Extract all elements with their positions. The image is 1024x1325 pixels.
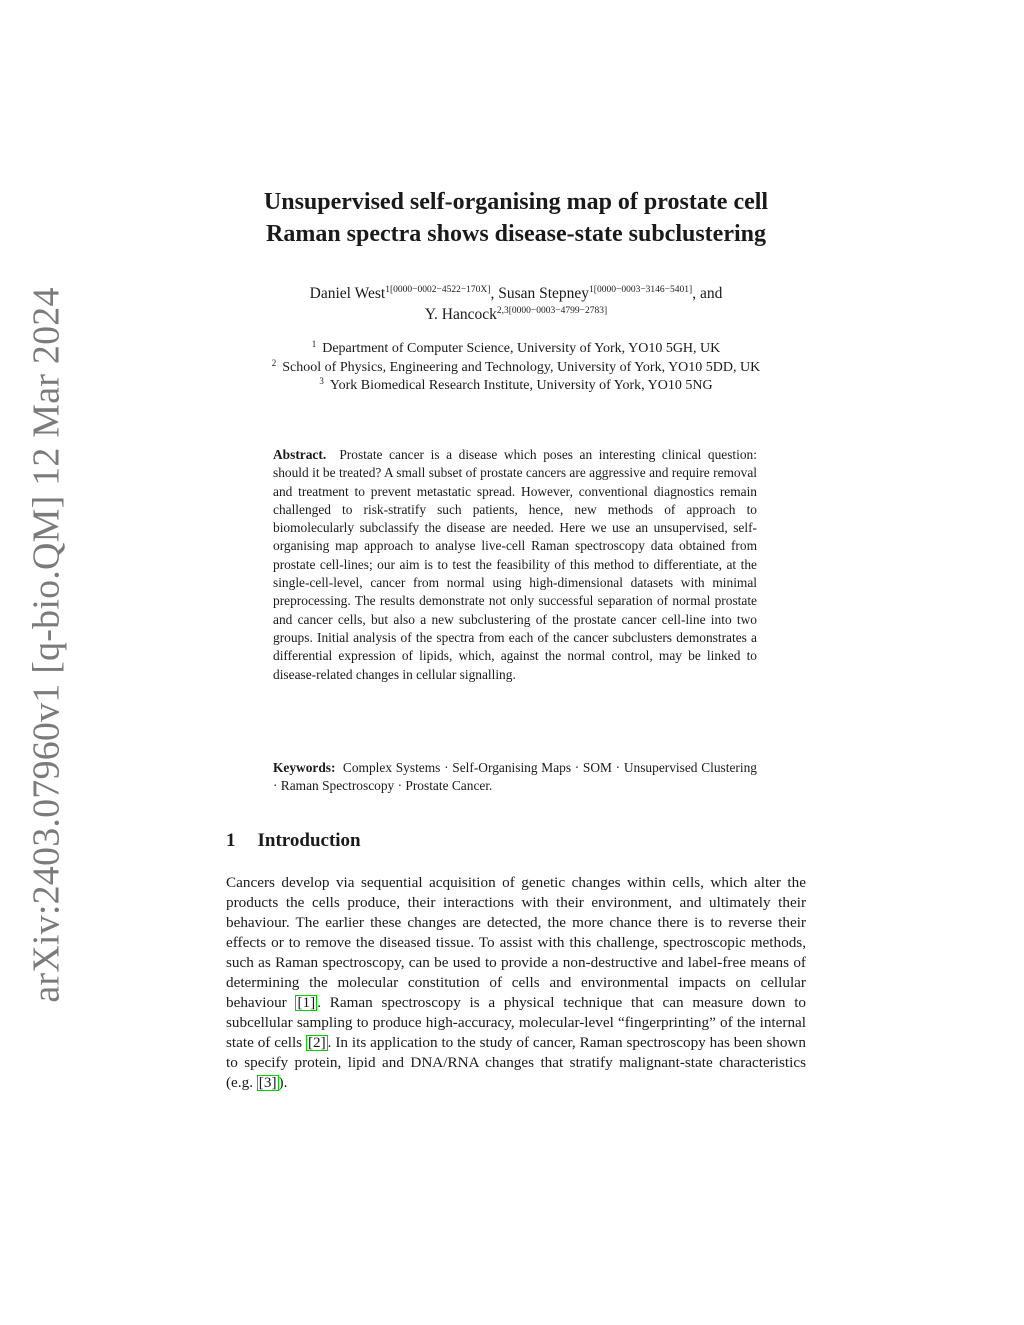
section-heading — [226, 829, 361, 853]
affiliation-item — [226, 359, 806, 378]
arxiv-identifier-stamp — [22, 287, 72, 1003]
abstract-text: Prostate cancer is a disease which poses an interesting clinical question: should it be treated? A small subset of prostate cancers are aggressive and require removal and treatment to prevent metastatic spread. However, conventional diagnostics remain challenged to risk-stratify such patients, hence, new methods of approach to biomolecularly subclassify the disease are needed. Here we use an unsupervised, self-organising map approach to analyse live-cell Raman spectroscopy data obtained from prostate cell-lines; our aim is to test the feasibility of this method to differentiate, at the single-cell-level, cancer from normal using high-dimensional datasets with minimal preprocessing. The results demonstrate not only successful separation of normal prostate and cancer cells, but also a new subclustering of the prostate cancer cell-line into two groups. Initial analysis of the spectra from each of the cancer subclusters demonstrates a differential expression of lipids, which, against the normal control, may be linked to disease-related changes in cellular signalling. — [273, 447, 757, 682]
affiliation-item — [226, 340, 806, 359]
author-affiliation-marker: 1[0000−0002−4522−170X] — [385, 285, 491, 295]
introduction-text: Cancers develop via sequential acquisition of genetic changes within cells, which alter the products the cells produce, their interactions with their environment, and ultimately their behaviour. The earlier these changes are detected, the more chance there is to reverse their effects or to remove the diseased tissue. To assist with this challenge, spectroscopic methods, such as Raman spectroscopy, can be used to provide a non-destructive and label-free means of determining the molecular constitution of cells and environmental impacts on cellular behaviour — [226, 874, 806, 1011]
introduction-text: . Raman spectroscopy is a physical technique that can measure down to subcellular sampling to produce high-accuracy, molecular-level “fingerprinting” of the internal state of cells — [226, 994, 807, 1051]
section-number: 1 — [226, 830, 236, 851]
author-name: Y. Hancock — [424, 306, 497, 323]
paper-title — [226, 186, 806, 250]
keywords-text: Complex Systems · Self-Organising Maps · SOM · Unsupervised Clustering · Raman Spectroscopy · Prostate Cancer. — [273, 760, 757, 794]
arxiv-identifier-text: arXiv:2403.07960v1 [q-bio.QM] 12 Mar 2024 — [26, 287, 68, 1003]
citation-link[interactable]: [2] — [307, 1034, 326, 1051]
citation-link[interactable]: [1] — [297, 994, 316, 1011]
paper-title-line-2: Raman spectra shows disease-state subclustering — [266, 221, 766, 247]
affiliation-number: 3 — [319, 376, 324, 386]
author-separator: , and — [692, 285, 723, 302]
author-separator: , — [490, 285, 499, 302]
citation-link[interactable]: [3] — [258, 1074, 277, 1091]
affiliation-number: 1 — [311, 339, 317, 349]
affiliation-list — [226, 340, 806, 396]
introduction-paragraph — [226, 873, 806, 1093]
affiliation-text: School of Physics, Engineering and Technology, University of York, YO10 5DD, UK — [282, 359, 761, 375]
affiliation-text: Department of Computer Science, University of York, YO10 5GH, UK — [322, 341, 721, 356]
affiliation-text: York Biomedical Research Institute, University of York, YO10 5NG — [329, 378, 713, 393]
keywords-label: Keywords: — [273, 760, 336, 775]
keywords — [273, 759, 757, 796]
section-title: Introduction — [257, 830, 361, 851]
introduction-text: ). — [278, 1074, 288, 1091]
author-name: Daniel West — [309, 285, 386, 302]
introduction-text: . In its application to the study of cancer, Raman spectroscopy has been shown to specify protein, lipid and DNA/RNA changes that stratify malignant-state characteristics (e.g. — [226, 1034, 806, 1091]
author-affiliation-marker: 2,3[0000−0003−4799−2783] — [496, 306, 608, 316]
author-list — [226, 283, 806, 325]
affiliation-item — [226, 377, 806, 396]
author-affiliation-marker: 1[0000−0003−3146−5401] — [589, 285, 693, 295]
affiliation-number: 2 — [271, 357, 277, 368]
author-name: Susan Stepney — [498, 285, 590, 302]
paper-title-line-1: Unsupervised self-organising map of prostate cell — [263, 189, 769, 215]
abstract-label: Abstract. — [273, 447, 327, 462]
abstract — [273, 446, 757, 684]
